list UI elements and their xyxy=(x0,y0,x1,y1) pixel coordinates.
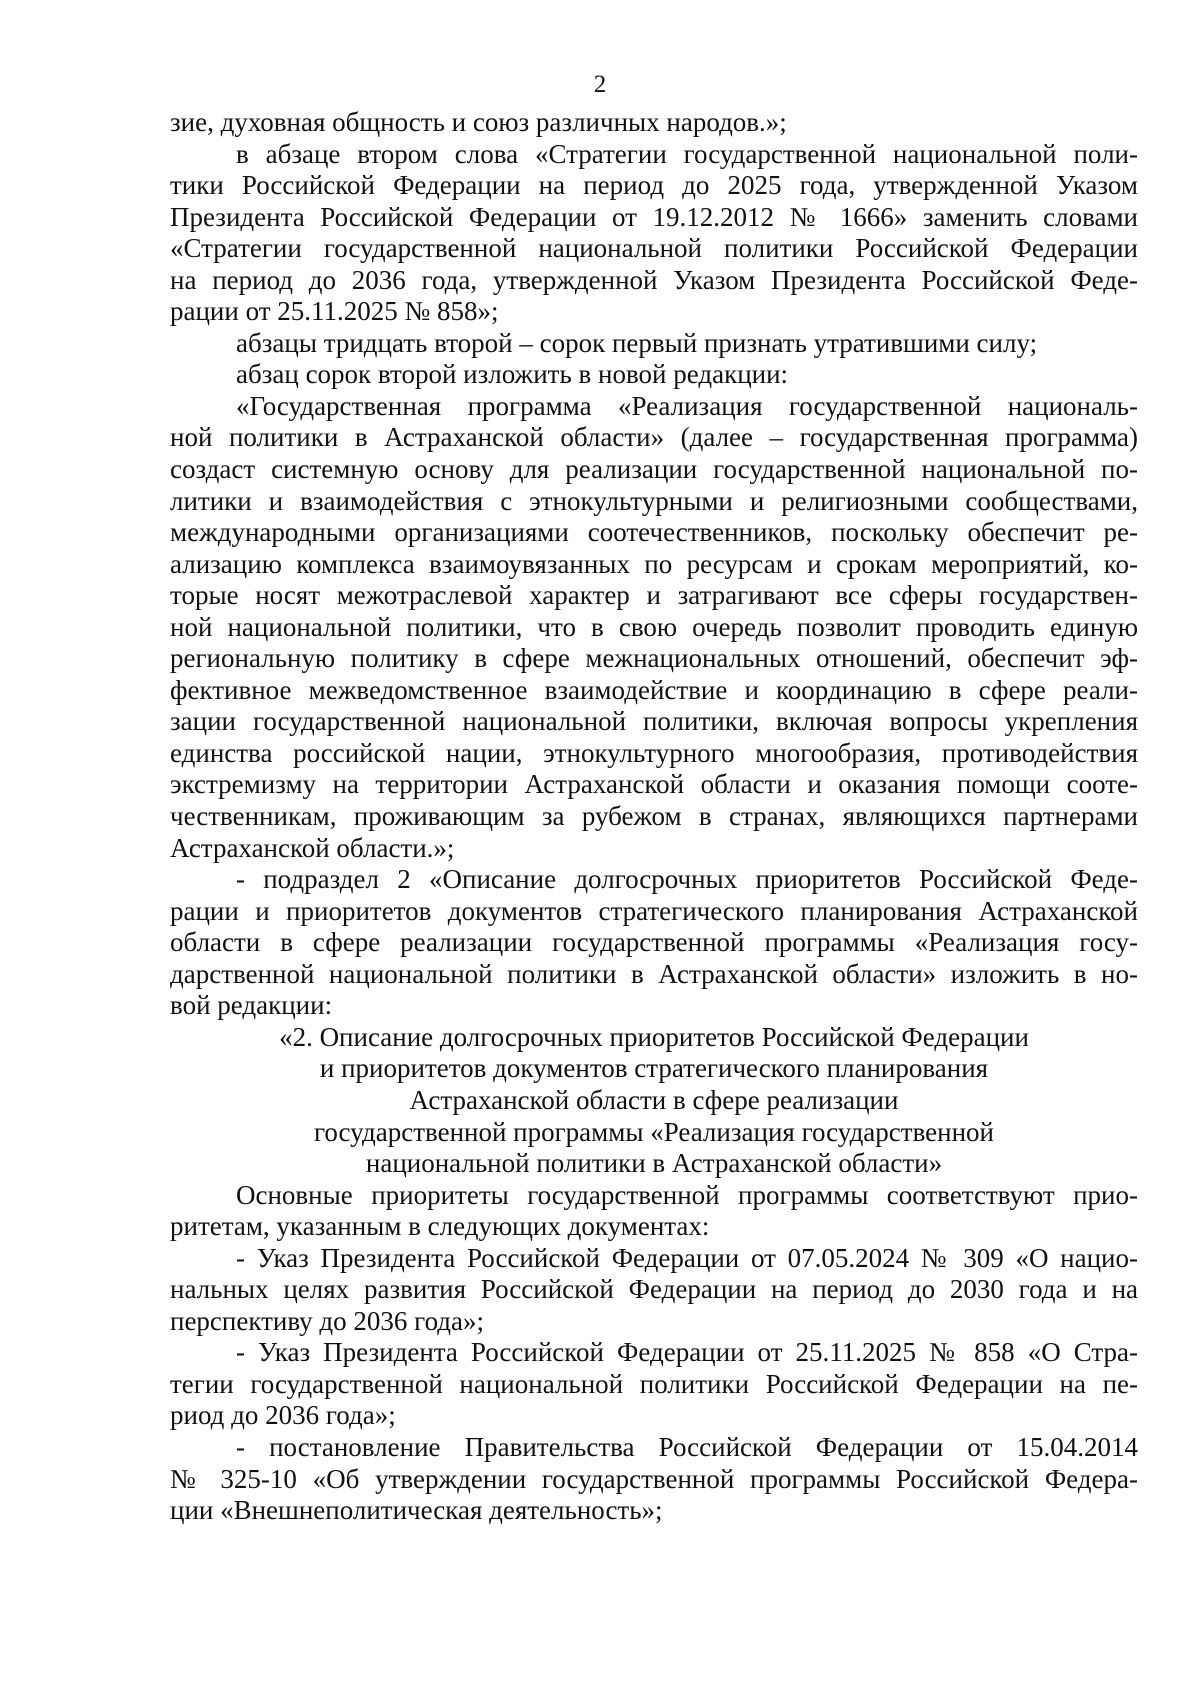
text-line: перспективу до 2036 года»; xyxy=(170,1305,485,1336)
text-line: № 325-10 «Об утверждении государственной программы Российской Федера- xyxy=(170,1463,1138,1494)
text-line: зации государственной национальной политики, включая вопросы укрепления xyxy=(170,706,1138,737)
text-line: - Указ Президента Российской Федерации от 25.11.2025 № 858 «О Стра- xyxy=(236,1337,1138,1368)
text-line: - подраздел 2 «Описание долгосрочных приоритетов Российской Феде- xyxy=(236,864,1138,895)
text-line: риод до 2036 года»; xyxy=(170,1400,396,1431)
text-line: Основные приоритеты государственной программы соответствуют прио- xyxy=(236,1179,1138,1210)
text-line: создаст системную основу для реализации государственной национальной по- xyxy=(170,454,1138,485)
text-line: «2. Описание долгосрочных приоритетов Российской Федерации xyxy=(279,1021,1029,1052)
text-line: тики Российской Федерации на период до 2025 года, утвержденной Указом xyxy=(170,170,1138,201)
document-body xyxy=(170,107,1138,1527)
text-line: абзац сорок второй изложить в новой редакции: xyxy=(236,359,789,390)
text-line: фективное межведомственное взаимодействие и координацию в сфере реали- xyxy=(170,674,1138,705)
text-line: абзацы тридцать второй – сорок первый признать утратившими силу; xyxy=(236,327,1038,358)
text-line: тегии государственной национальной политики Российской Федерации на пе- xyxy=(170,1368,1138,1399)
text-line: ритетам, указанным в следующих документах: xyxy=(170,1211,710,1242)
text-line: в абзаце втором слова «Стратегии государственной национальной поли- xyxy=(236,138,1138,169)
text-line: «Стратегии государственной национальной политики Российской Федерации xyxy=(170,233,1138,264)
text-line: - Указ Президента Российской Федерации от 07.05.2024 № 309 «О нацио- xyxy=(236,1242,1138,1273)
text-line: Астраханской области.»; xyxy=(170,832,455,863)
text-line: экстремизму на территории Астраханской области и оказания помощи соотe- xyxy=(170,769,1138,800)
text-line: единства российской нации, этнокультурного многообразия, противодействия xyxy=(170,737,1138,768)
text-line: «Государственная программа «Реализация государственной националь- xyxy=(236,390,1138,421)
page-number: 2 xyxy=(593,71,607,98)
text-line: региональную политику в сфере межнациональных отношений, обеспечит эф- xyxy=(170,643,1138,674)
text-line: зие, духовная общность и союз различных народов.»; xyxy=(170,107,787,137)
text-line: рации и приоритетов документов стратегического планирования Астраханской xyxy=(170,895,1138,926)
text-line: ализацию комплекса взаимоувязанных по ресурсам и срокам мероприятий, ко- xyxy=(170,548,1138,579)
text-line: на период до 2036 года, утвержденной Указом Президента Российской Феде- xyxy=(170,264,1138,295)
text-line: ции «Внешнеполитическая деятельность»; xyxy=(170,1495,663,1526)
text-line: ной национальной политики, что в свою очередь позволит проводить единую xyxy=(170,611,1138,642)
text-line: национальной политики в Астраханской области» xyxy=(365,1148,943,1179)
text-line: нальных целях развития Российской Федерации на период до 2030 года и на xyxy=(170,1274,1138,1305)
text-line: дарственной национальной политики в Астраханской области» изложить в но- xyxy=(170,958,1138,989)
text-line: государственной программы «Реализация государственной xyxy=(313,1116,994,1147)
text-line: и приоритетов документов стратегического планирования xyxy=(319,1053,989,1084)
text-line: Астраханской области в сфере реализации xyxy=(409,1084,899,1115)
text-line: торые носят межотраслевой характер и затрагивают все сферы государствен- xyxy=(170,580,1138,611)
text-line: чественникам, проживающим за рубежом в странах, являющихся партнерами xyxy=(170,801,1138,832)
text-line: рации от 25.11.2025 № 858»; xyxy=(170,296,499,327)
text-line: вой редакции: xyxy=(170,990,333,1021)
text-line: - постановление Правительства Российской Федерации от 15.04.2014 xyxy=(236,1431,1138,1462)
text-line: международными организациями соотечественников, поскольку обеспечит ре- xyxy=(170,517,1138,548)
text-line: литики и взаимодействия с этнокультурными и религиозными сообществами, xyxy=(170,485,1138,516)
text-line: области в сфере реализации государственной программы «Реализация госу- xyxy=(170,927,1138,958)
text-line: Президента Российской Федерации от 19.12.2012 № 1666» заменить словами xyxy=(170,201,1138,232)
text-line: ной политики в Астраханской области» (далее – государственная программа) xyxy=(170,422,1138,453)
